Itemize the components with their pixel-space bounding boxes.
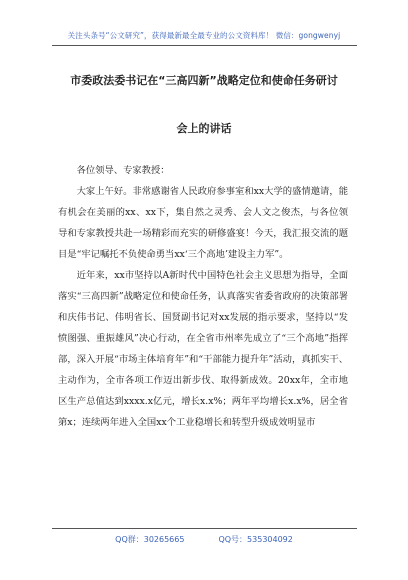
- document-body: [58, 160, 348, 433]
- footer-divider: [52, 528, 357, 529]
- document-title-line1: 市委政法委书记在“三高四新”战略定位和使命任务研讨: [70, 74, 338, 87]
- paragraph-1: 大家上午好。非常感谢省人民政府参事室和xx大学的盛情邀请，能有机会在美丽的xx、xx下，集自然之灵秀、会人文之俊杰，与各位领导和专家教授共赴一场精彩而充实的研修盛宴！今天，我汇报交流的题目是“牢记嘱托不负使命勇当xx‘三个高地’建设主力军”。: [58, 186, 348, 260]
- header-divider: [52, 45, 357, 46]
- qq-number-text: QQ号：535304092: [218, 535, 293, 544]
- qq-group-text: QQ群：30265665: [115, 535, 185, 544]
- salutation: 各位领导、专家教授：: [76, 165, 170, 176]
- footer-contact: [0, 534, 408, 545]
- header-banner: 关注头条号“公文研究”，获得最新最全最专业的公文资料库！ 微信：gongwenyj: [67, 31, 341, 40]
- paragraph-2: 近年来，xx市坚持以A新时代中国特色社会主义思想为指导，全面落实“三高四新”战略定位和使命任务，认真落实省委省政府的决策部署和庆伟书记、伟明省长、国贤副书记对xx发展的指示要求，坚持以“发愤图强、重振雄风”决心行动，在全省市州率先成立了“三个高地”指挥部，深入开展“市场主体培育年”和“干部能力提升年”活动，真抓实干、主动作为，全市各项工作迈出新步伐、取得新成效。20xx年，全市地区生产总值达到xxxx.x亿元，增长x.x%；两年平均增长x.x%，居全省第x；连续两年进入全国xx个工业稳增长和转型升级成效明显市: [58, 270, 348, 428]
- document-title-line2: 会上的讲话: [176, 122, 232, 135]
